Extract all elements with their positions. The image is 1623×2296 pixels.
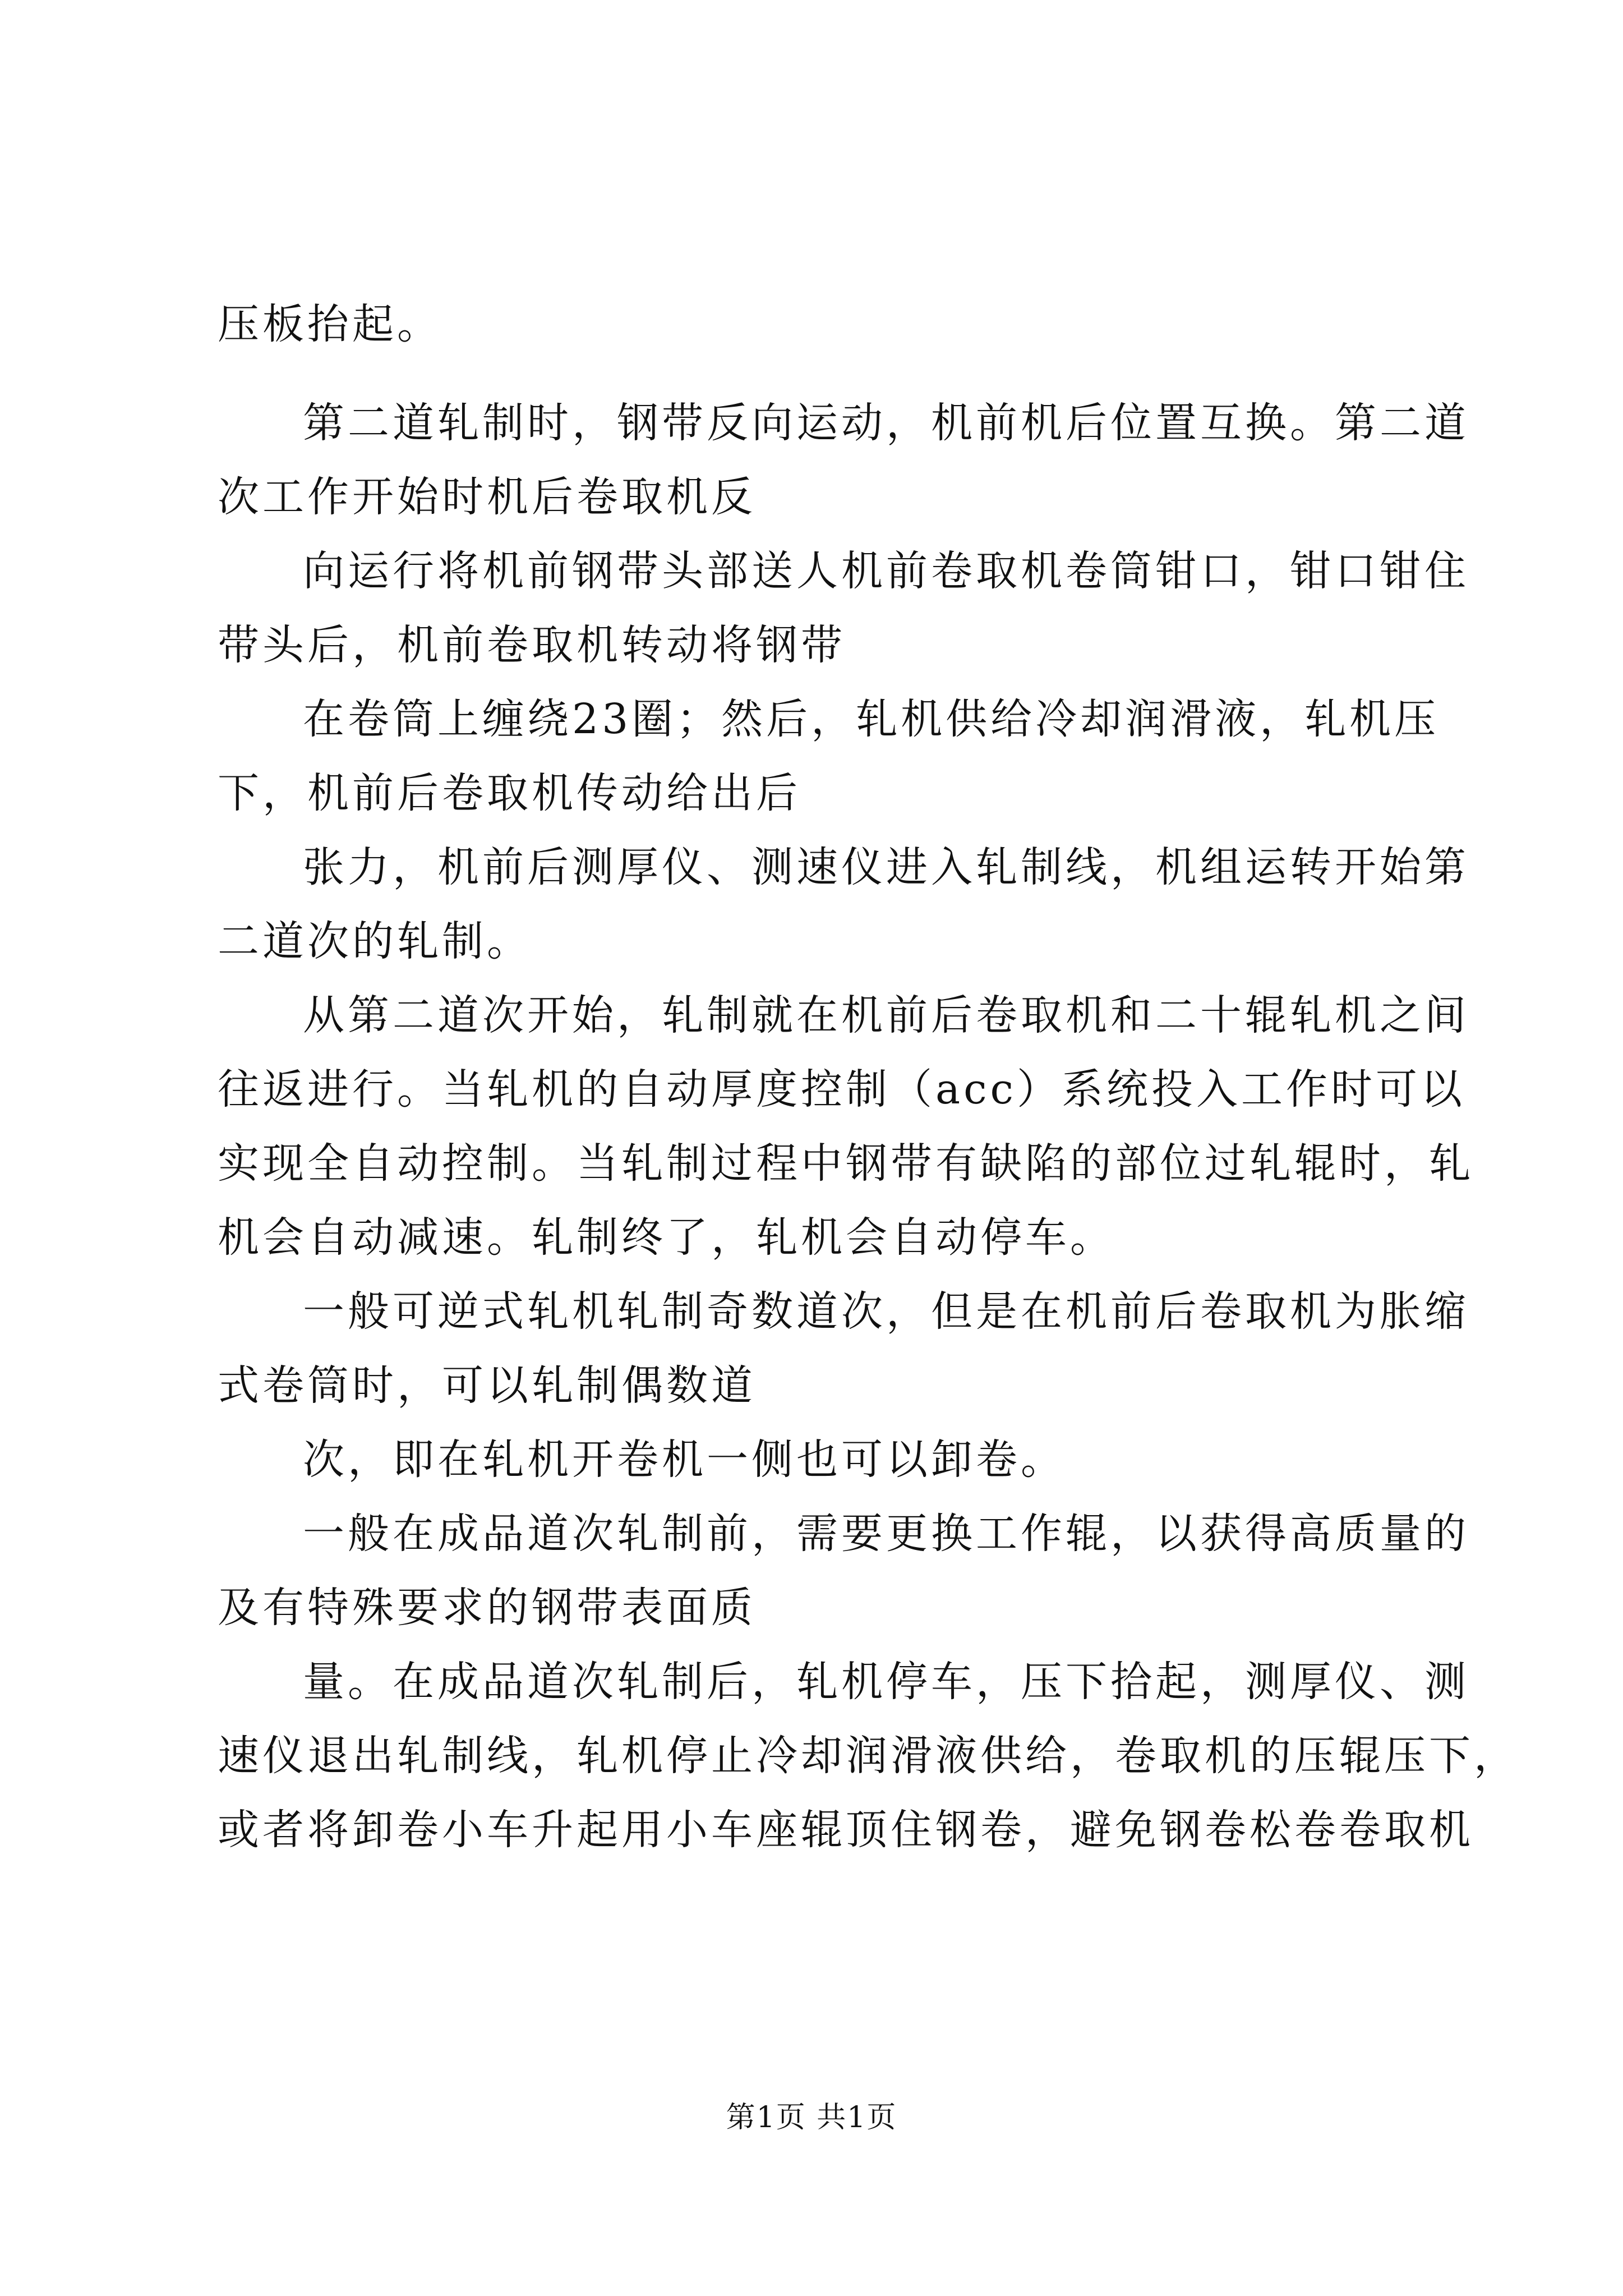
text-line: 量。在成品道次轧制后，轧机停车，压下拾起，测厚仪、测 bbox=[303, 1658, 1469, 1706]
text-line: 第二道轧制时，钢带反向运动，机前机后位置互换。第二道 bbox=[303, 399, 1469, 447]
text-line: 带头后，机前卷取机转动将钢带 bbox=[218, 621, 846, 669]
text-line: 在卷筒上缠绕23圈；然后，轧机供给冷却润滑液，轧机压 bbox=[303, 695, 1440, 743]
text-line: 二道次的轧制。 bbox=[218, 917, 532, 965]
page-footer: 第1页 共1页 bbox=[726, 2101, 897, 2134]
text-line: 压板抬起。 bbox=[218, 300, 442, 348]
text-line: 或者将卸卷小车升起用小车座辊顶住钢卷，避免钢卷松卷卷取机 bbox=[218, 1806, 1474, 1854]
text-line: 机会自动减速。轧制终了，轧机会自动停车。 bbox=[218, 1213, 1115, 1262]
text-line: 次，即在轧机开卷机一侧也可以卸卷。 bbox=[303, 1435, 1066, 1484]
text-line: 下，机前后卷取机传动给出后 bbox=[218, 769, 801, 817]
text-line: 从第二道次开始，轧制就在机前后卷取机和二十辊轧机之间 bbox=[303, 991, 1469, 1039]
text-line: 速仪退出轧制线，轧机停止冷却润滑液供给，卷取机的压辊压下， bbox=[218, 1732, 1519, 1780]
text-line: 张力，机前后测厚仪、测速仪进入轧制线，机组运转开始第 bbox=[303, 843, 1469, 891]
text-line: 一般可逆式轧机轧制奇数道次，但是在机前后卷取机为胀缩 bbox=[303, 1287, 1469, 1336]
text-line: 次工作开始时机后卷取机反 bbox=[218, 473, 756, 521]
text-line: 式卷筒时，可以轧制偶数道 bbox=[218, 1361, 756, 1410]
text-line: 往返进行。当轧机的自动厚度控制（acc）系统投入工作时可以 bbox=[218, 1065, 1466, 1114]
text-line: 实现全自动控制。当轧制过程中钢带有缺陷的部位过轧辊时，轧 bbox=[218, 1139, 1474, 1188]
text-line: 一般在成品道次轧制前，需要更换工作辊，以获得高质量的 bbox=[303, 1510, 1469, 1558]
text-line: 向运行将机前钢带头部送人机前卷取机卷筒钳口，钳口钳住 bbox=[303, 547, 1469, 595]
text-line: 及有特殊要求的钢带表面质 bbox=[218, 1584, 756, 1632]
